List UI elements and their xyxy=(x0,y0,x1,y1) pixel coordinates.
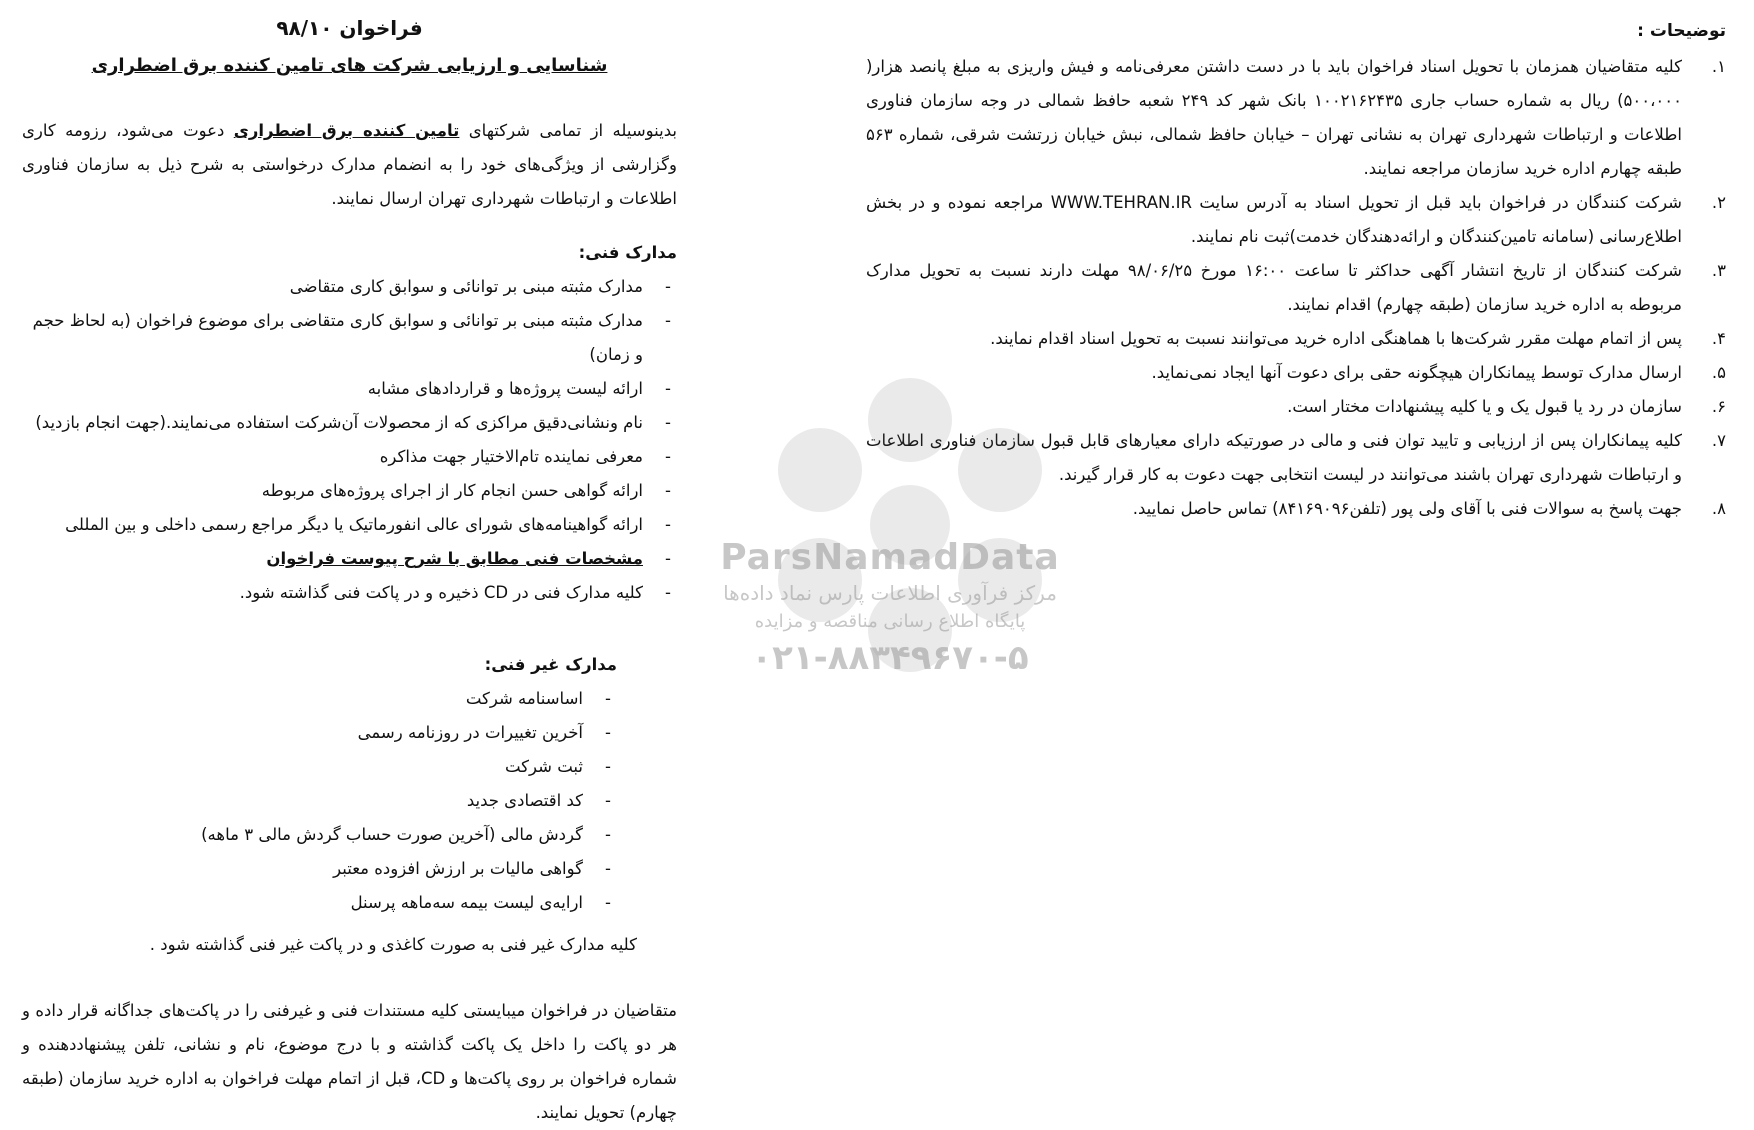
note-text: جهت پاسخ به سوالات فنی با آقای ولی پور (تلفن۸۴۱۶۹۰۹۶) تماس حاصل نمایید. xyxy=(1132,499,1682,518)
note-item xyxy=(866,254,1726,322)
note-text: شرکت کنندگان از تاریخ انتشار آگهی حداکثر تا ساعت ۱۶:۰۰ مورخ ۹۸/۰۶/۲۵ مهلت دارند نسبت به تحویل مدارک مربوطه به اداره خرید سازمان (طبقه چهارم) اقدام نمایند. xyxy=(866,261,1682,314)
watermark-line2: پایگاه اطلاع رسانی مناقصه و مزایده xyxy=(754,611,1026,632)
nontechnical-list xyxy=(22,682,677,920)
note-text: شرکت کنندگان در فراخوان باید قبل از تحویل اسناد به آدرس سایت WWW.TEHRAN.IR مراجعه نموده و در بخش اطلاع‌رسانی (سامانه تامین‌کنندگان و ارائه‌دهندگان خدمت)ثبت نام نمایند. xyxy=(866,193,1683,246)
note-number: .۲ xyxy=(1711,193,1726,212)
note-item xyxy=(866,322,1726,356)
list-item: - اساسنامه شرکت xyxy=(22,682,617,716)
page-title: فراخوان ۹۸/۱۰ xyxy=(276,16,423,40)
list-item: - کد اقتصادی جدید xyxy=(22,784,617,818)
intro-text: بدینوسیله از تمامی شرکتهای xyxy=(459,121,677,140)
note-text: پس از اتمام مهلت مقرر شرکت‌ها با هماهنگی اداره خرید می‌توانند نسبت به تحویل اسناد اقدام نمایند. xyxy=(990,329,1682,348)
final-paragraph: متقاضیان در فراخوان میبایستی کلیه مستندات فنی و غیرفنی را در پاکت‌های جداگانه قرار داده و هر دو پاکت را داخل یک پاکت گذاشته و با درج موضوع، نام و نشانی، تلفن پیشنهاددهنده و شماره فراخوان بر روی پاکت‌ها و CD، قبل از اتمام مهلت فراخوان به اداره خرید سازمان (طبقه چهارم) تحویل نمایند. xyxy=(22,1001,677,1122)
note-number: .۶ xyxy=(1711,397,1726,416)
list-item: - مدارک مثبته مبنی بر توانائی و سوابق کاری متقاضی برای موضوع فراخوان (به لحاظ حجم و زمان) xyxy=(22,304,677,372)
note-text: کلیه متقاضیان همزمان با تحویل اسناد فراخوان باید با در دست داشتن معرفی‌نامه و فیش واریزی به مبلغ پانصد هزار( ۵۰۰،۰۰۰) ریال به شماره حساب جاری ۱۰۰۲۱۶۲۴۳۵ بانک شهر کد ۲۴۹ شعبه حافظ شمالی در وجه سازمان فناوری اطلاعات و ارتباطات شهرداری تهران به نشانی تهران – خیابان حافظ شمالی، نبش خیابان زرتشت شرقی، شماره ۵۶۳ طبقه چهارم اداره خرید سازمان مراجعه نمایند. xyxy=(866,57,1683,178)
note-item xyxy=(866,356,1726,390)
spec-item: مشخصات فنی مطابق با شرح پیوست فراخوان xyxy=(266,549,643,568)
note-number: .۳ xyxy=(1711,261,1726,280)
watermark-line1: مرکز فرآوری اطلاعات پارس نماد داده‌ها xyxy=(723,581,1057,605)
note-item xyxy=(866,186,1726,254)
intro-highlight: تامین کننده برق اضطراری xyxy=(233,121,460,140)
list-item: - آخرین تغییرات در روزنامه رسمی xyxy=(22,716,617,750)
note-number: .۵ xyxy=(1711,363,1726,382)
note-number: .۷ xyxy=(1711,431,1726,450)
nontechnical-closing: کلیه مدارک غیر فنی به صورت کاغذی و در پاکت غیر فنی گذاشته شود . xyxy=(149,935,637,954)
list-item: - کلیه مدارک فنی در CD ذخیره و در پاکت فنی گذاشته شود. xyxy=(22,576,677,610)
list-item: - معرفی نماینده تام‌الاختیار جهت مذاکره xyxy=(22,440,677,474)
note-text: ارسال مدارک توسط پیمانکاران هیچگونه حقی برای دعوت آنها ایجاد نمی‌نماید. xyxy=(1151,363,1682,382)
list-item: - مدارک مثبته مبنی بر توانائی و سوابق کاری متقاضی xyxy=(22,270,677,304)
note-text: سازمان در رد یا قبول یک و یا کلیه پیشنهادات مختار است. xyxy=(1287,397,1682,416)
list-item: - ارایه‌ی لیست بیمه سه‌ماهه پرسنل xyxy=(22,886,617,920)
list-item: - ارائه گواهینامه‌های شورای عالی انفورماتیک یا دیگر مراجع رسمی داخلی و بین المللی xyxy=(22,508,677,542)
list-item: - ثبت شرکت xyxy=(22,750,617,784)
list-item: - گواهی مالیات بر ارزش افزوده معتبر xyxy=(22,852,617,886)
watermark-phone: ۰۲۱-۸۸۳۴۹۶۷۰-۵ xyxy=(751,638,1029,678)
list-item: - ارائه لیست پروژه‌ها و قراردادهای مشابه xyxy=(22,372,677,406)
notes-list xyxy=(866,50,1726,526)
page-subtitle: شناسایی و ارزیابی شرکت های تامین کننده برق اضطراری xyxy=(91,55,608,76)
note-item xyxy=(866,424,1726,492)
note-item xyxy=(866,390,1726,424)
note-number: .۸ xyxy=(1711,499,1726,518)
note-number: .۱ xyxy=(1711,57,1726,76)
list-item: - گردش مالی (آخرین صورت حساب گردش مالی ۳ ماهه) xyxy=(22,818,617,852)
list-item: - ارائه گواهی حسن انجام کار از اجرای پروژه‌های مربوطه xyxy=(22,474,677,508)
watermark xyxy=(680,538,1100,680)
note-number: .۴ xyxy=(1711,329,1726,348)
note-item xyxy=(866,50,1726,186)
technical-list xyxy=(22,270,677,610)
notes-heading: توضیحات : xyxy=(1637,21,1726,41)
watermark-brand: ParsNamadData xyxy=(720,537,1060,578)
technical-heading: مدارک فنی: xyxy=(578,243,677,262)
intro-paragraph xyxy=(22,114,677,216)
call-section xyxy=(22,8,677,1130)
notes-section xyxy=(866,14,1726,526)
intro-text: دعوت می‌شود، رزومه کاری وگزارشی از ویژگی‌های خود را به انضمام مدارک درخواستی به شرح ذیل به سازمان فناوری اطلاعات و ارتباطات شهرداری تهران ارسال نمایند. xyxy=(22,121,677,208)
note-item xyxy=(866,492,1726,526)
list-item: - نام ونشانی‌دقیق مراکزی که از محصولات آن‌شرکت استفاده می‌نمایند.(جهت انجام بازدید) xyxy=(22,406,677,440)
list-item xyxy=(22,542,677,576)
nontechnical-heading: مدارک غیر فنی: xyxy=(484,655,617,674)
note-text: کلیه پیمانکاران پس از ارزیابی و تایید توان فنی و مالی در صورتیکه دارای معیارهای قابل قبول سازمان فناوری اطلاعات و ارتباطات شهرداری تهران باشند می‌توانند در لیست انتخابی جهت دعوت به کار قرار گیرند. xyxy=(866,431,1682,484)
